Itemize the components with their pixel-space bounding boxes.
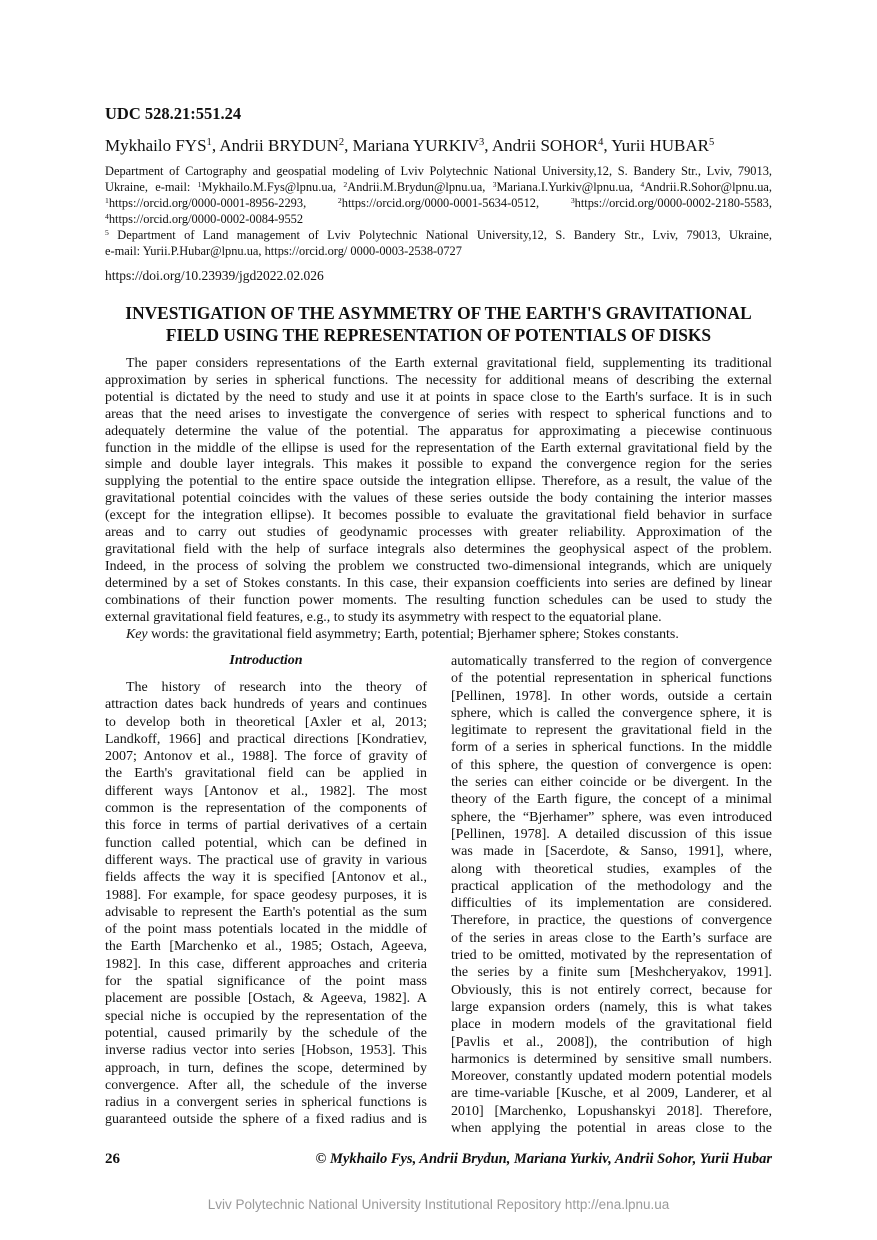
copyright: © Mykhailo Fys, Andrii Brydun, Mariana Yurkiv, Andrii Sohor, Yurii Hubar — [315, 1151, 772, 1167]
orcid-link[interactable]: https://orcid.org/0000-0001-8956-2293, — [108, 196, 307, 210]
text-line: potential is dictated by the need to study and use it at points in space close to the Earth's surface. It is in such — [105, 389, 772, 405]
text-line: areas and to carry out studies of geodynamic processes with greater reliability. Approximation of the — [105, 525, 772, 541]
email-link[interactable]: Mykhailo.M.Fys@lpnu.ua, — [201, 180, 337, 194]
text-line: function called potential, which can be defined in — [105, 835, 427, 851]
text-line: to develop both in theoretical [Axler et al, 2013; — [105, 714, 427, 730]
text-line: of the series in areas close to the Earth’s surface are — [451, 930, 772, 946]
author: Yurii HUBAR$^5$ — [611, 136, 715, 155]
text-line: different ways [Antonov et al., 1982]. The most — [105, 783, 427, 799]
author: Andrii BRYDUN$^2$ — [219, 136, 345, 155]
text-line: attraction dates back hundreds of years and continues — [105, 697, 427, 713]
repository-footer: Lviv Polytechnic National University Institutional Repository http://ena.lpnu.ua — [207, 1197, 670, 1212]
text-line: different ways. The practical use of gravity in various — [105, 852, 427, 868]
email-line: Ukraine, e-mail: $^1$Mykhailo.M.Fys@lpnu.ua, $^2$Andrii.M.Brydun@lpnu.ua, $^3$Mariana.I.Yurkiv@lpnu.ua, $^4$Andrii.R.Sohor@lpnu.ua, — [105, 179, 772, 194]
text-line: the Earth's gravitational field can be applied in — [105, 766, 427, 782]
text-line: theory of the Earth figure, the concept of a minimal — [451, 792, 772, 808]
author-list: Mykhailo FYS$^1$, Andrii BRYDUN$^2$, Mariana YURKIV$^3$, Andrii SOHOR$^4$, Yurii HUBAR$^5$ — [105, 136, 715, 155]
text-line: sphere, which is called the convergence sphere, it is — [451, 705, 772, 721]
text-line: simple and double layer integrals. This makes it possible to expand the convergence region for the series — [105, 457, 772, 473]
text-line: Indeed, in the process of solving the problem we constructed two-dimensional integrands, which are uniquely — [105, 558, 772, 574]
orcid-link[interactable]: https://orcid.org/0000-0001-5634-0512, — [341, 196, 540, 210]
text-line: [Pellinen, 1978]. In other words, outside a certain — [451, 688, 772, 704]
author: Mariana YURKIV$^3$ — [352, 136, 485, 155]
text-line: advisable to represent the Earth's potential as the sum — [105, 904, 427, 920]
right-column-text — [451, 653, 772, 1137]
text-line: place in modern models of the gravitational field — [451, 1017, 772, 1033]
email-link[interactable]: Andrii.M.Brydun@lpnu.ua, — [347, 180, 486, 194]
email-link[interactable]: Andrii.R.Sohor@lpnu.ua, — [644, 180, 772, 194]
text-line: automatically transferred to the region of convergence — [451, 654, 772, 669]
text-line: of this sphere, the question of convergence is open: — [451, 757, 772, 773]
text-line: the series can either coincide or be divergent. In the — [451, 775, 772, 791]
text-line: external gravitational field features, e.g., to study its asymmetry with respect to the equatorial plane. — [105, 609, 662, 625]
orcid-line: $^1$https://orcid.org/0000-0001-8956-2293, $^2$https://orcid.org/0000-0001-5634-0512, $^3$https://orcid.org/0000-0002-2180-5583, — [105, 195, 772, 210]
affiliations — [105, 163, 772, 259]
text-line: potential, caused primarily by the schedule of the — [105, 1025, 427, 1041]
keywords: Key words: the gravitational field asymmetry; Earth, potential; Bjerhamer sphere; Stokes constants. — [126, 627, 679, 642]
email-link[interactable]: Mariana.I.Yurkiv@lpnu.ua, — [496, 180, 634, 194]
affiliation-dept1: Department of Cartography and geospatial modeling of Lviv Polytechnic National University,12, S. Bandery Str., Lviv, 79013, — [105, 164, 772, 178]
text-line: large expansion orders (namely, this is what takes — [451, 999, 772, 1015]
text-line: the series by a finite sum [Meshcheryakov, 1991]. — [451, 965, 772, 981]
text-line: Obviously, this is not entirely correct, because for — [451, 982, 772, 998]
text-line: adequately determine the value of the potential. The apparatus for approximating a piecewise continuous — [105, 423, 772, 439]
text-line: 1982]. In this case, different approaches and criteria — [105, 956, 427, 972]
text-line: inverse radius vector into series [Hobson, 1953]. This — [105, 1043, 427, 1059]
paper-title: INVESTIGATION OF THE ASYMMETRY OF THE EARTH'S GRAVITATIONAL FIELD USING THE REPRESENTATION OF POTENTIALS OF DISKS — [125, 303, 752, 345]
text-line: common is the representation of the components of — [105, 801, 427, 817]
author: Andrii SOHOR$^4$ — [491, 136, 604, 155]
text-line: placement are possible [Ostach, & Ageeva, 1982]. A — [105, 991, 427, 1007]
text-line: Landkoff, 1966] and practical directions [Kondratiev, — [105, 731, 427, 747]
text-line: harmonics is determined by sensitive small numbers. — [451, 1051, 772, 1067]
text-line: guaranteed outside the sphere of a fixed radius and is — [105, 1112, 427, 1128]
orcid-line: $^4$https://orcid.org/0000-0002-0084-9552 — [105, 211, 304, 226]
section-heading-introduction: Introduction — [229, 653, 303, 668]
abstract — [105, 356, 772, 627]
text-line: determined by a set of Stokes constants. In this case, their expansion coefficients into series are defined by linear — [105, 575, 772, 591]
text-line: form of a series in spherical functions. In the middle — [451, 740, 772, 756]
text-line: 2010] [Marchenko, Lopushanskyi 2018]. Therefore, — [451, 1103, 772, 1119]
text-line: tried to be omitted, motivated by the representation of — [451, 948, 772, 964]
text-line: special niche is occupied by the representation of the — [105, 1008, 427, 1024]
text-line: of the point mass potentials located in the middle of — [105, 922, 427, 938]
text-line: [Pavlis et al., 2008]), the contribution of high — [451, 1034, 772, 1050]
text-line: The paper considers representations of the Earth external gravitational field, supplementing its traditional — [126, 356, 772, 371]
text-line: 1988]. For example, for space geodesy purposes, it is — [105, 887, 427, 903]
author: Mykhailo FYS$^1$ — [105, 136, 212, 155]
text-line: combinations of their function power moments. The resulting function schedules can be used to study the — [105, 592, 772, 608]
text-line: Therefore, in practice, the questions of convergence — [451, 913, 772, 929]
text-line: fields affects the way it is specified [Antonov et al., — [105, 870, 427, 886]
udc-code: UDC 528.21:551.24 — [105, 104, 242, 123]
text-line: gravitational field with the help of surface integrals also determines the geophysical aspect of the problem. — [105, 541, 772, 557]
text-line: for the spatial significance of the point mass — [105, 974, 427, 990]
text-line: along with theoretical studies, examples of the — [451, 861, 772, 877]
doi-link[interactable]: https://doi.org/10.23939/jgd2022.02.026 — [105, 268, 324, 283]
text-line: difficulties of its implementation are considered. — [451, 896, 772, 912]
orcid-link[interactable]: https://orcid.org/0000-0002-0084-9552 — [108, 212, 304, 226]
text-line: was made in [Sacerdote, & Sanso, 1991], where, — [451, 844, 772, 860]
text-line: of the potential representation in spherical functions — [451, 671, 772, 687]
page-number: 26 — [105, 1151, 120, 1167]
affiliation-dept5: $^5$ Department of Land management of Lviv Polytechnic National University,12, S. Bandery Str., Lviv, 79013, Ukraine, — [105, 227, 772, 242]
left-column-text — [105, 679, 427, 1129]
text-line: legitimate to represent the gravitational field in the — [451, 723, 772, 739]
text-line: this force in terms of partial derivatives of a certain — [105, 818, 427, 834]
text-line: approximation by series in spherical functions. The necessity for additional means of describing the external — [105, 372, 772, 388]
text-line: the Earth [Marchenko et al., 1985; Ostach, Ageeva, — [105, 939, 427, 955]
text-line: radius in a convergent series in spherical functions is — [105, 1095, 427, 1111]
orcid-link[interactable]: https://orcid.org/0000-0002-2180-5583, — [574, 196, 772, 210]
text-line: function in the middle of the ellipse is used for the representation of the Earth external gravitational field by the — [105, 440, 772, 456]
text-line: sphere, the “Bjerhamer” sphere, was even introduced — [451, 809, 772, 825]
text-line: gravitational potential coincides with the values of these series outside the body containing the interior masses — [105, 491, 772, 507]
text-line: (except for the integration ellipse). It becomes possible to evaluate the gravitational field behavior in surface — [105, 508, 772, 524]
text-line: 2007; Antonov et al., 1988]. The force of gravity of — [105, 749, 427, 765]
text-line: approach, in turn, defines the scope, determined by — [105, 1060, 427, 1076]
text-line: convergence. After all, the schedule of the inverse — [105, 1077, 427, 1093]
text-line: Moreover, constantly updated modern potential models — [451, 1069, 772, 1085]
affiliation-dept5-contact: e-mail: Yurii.P.Hubar@lpnu.ua, https://orcid.org/ 0000-0003-2538-0727 — [105, 244, 462, 258]
text-line: supplying the potential to the entire space outside the integration ellipse. Therefore, as a result, the value of the — [105, 474, 772, 490]
text-line: when applying the potential in areas close to the — [451, 1121, 772, 1137]
text-line: are time-variable [Kusche, et al 2009, Landerer, et al — [451, 1086, 772, 1102]
text-line: [Pellinen, 1978]. A detailed discussion of this issue — [451, 826, 772, 842]
text-line: practical application of the methodology and the — [451, 878, 772, 894]
text-line: The history of research into the theory of — [126, 680, 427, 695]
text-line: areas that the need arises to investigate the convergence of series with respect to spherical functions and to — [105, 406, 772, 422]
